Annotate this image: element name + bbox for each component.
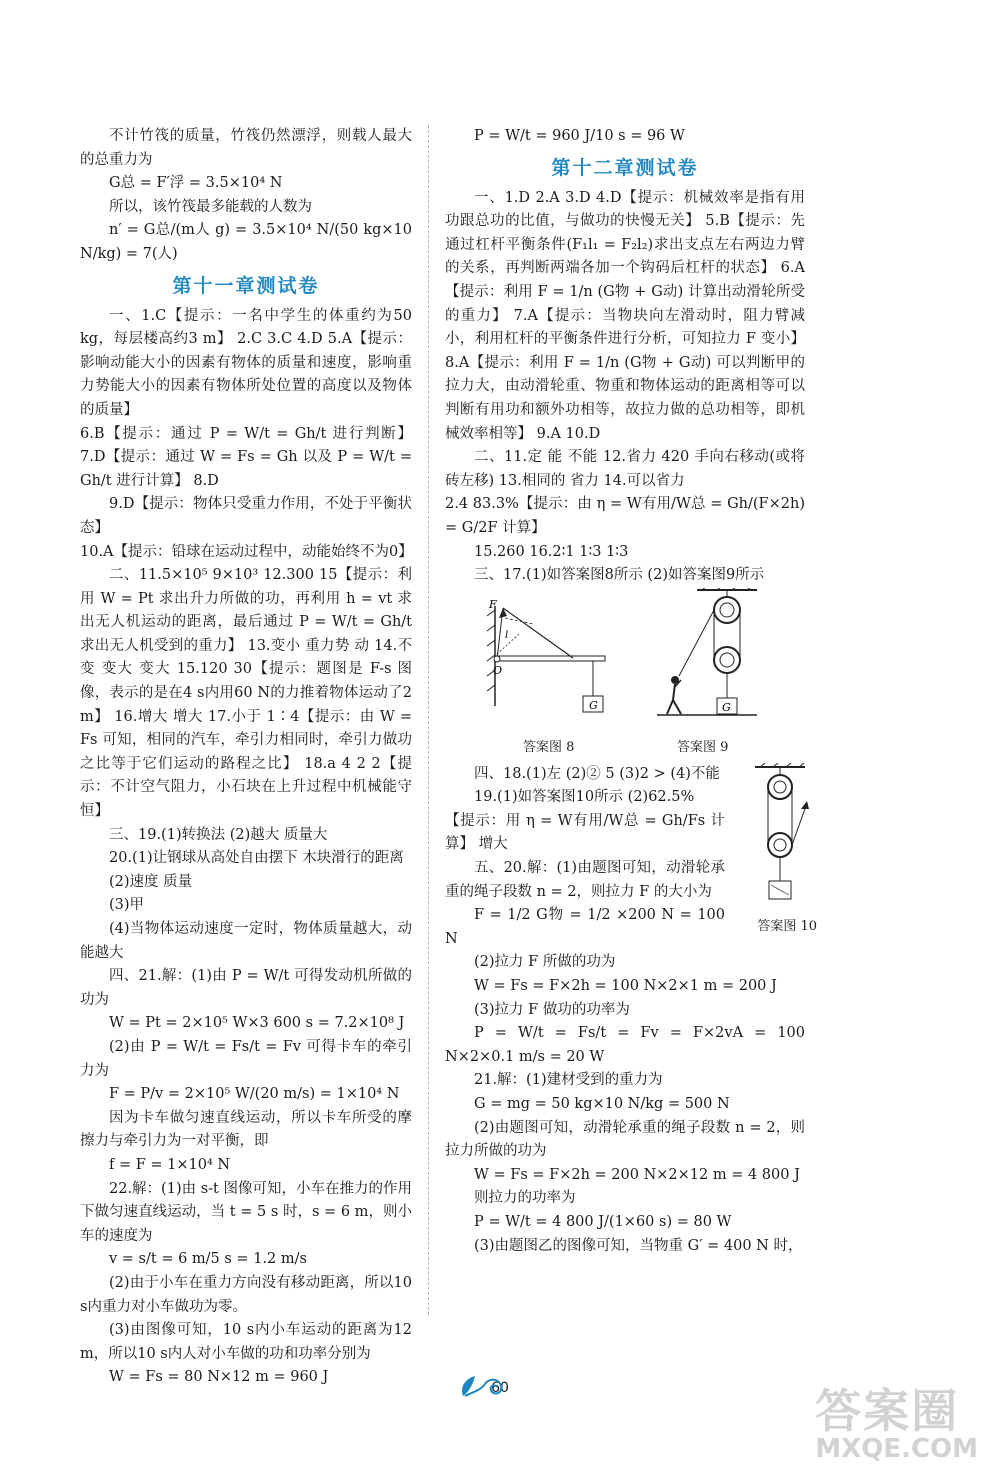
figure-9-caption: 答案图 9: [677, 739, 729, 755]
ch12-q1-10: 一、1.D 2.A 3.D 4.D【提示：机械效率是指有用功跟总功的比值，与做功的快慢无关】 5.B【提示：先通过杠杆平衡条件(F₁l₁ = F₂l₂)求出支点左右两边力臂的关系，再判断两端各加一个钩码后杠杆的状态】 6.A【提示：利用 F = 1/n (G物 + G动) 计算出动滑轮所受的重力】 7.A【提示：当物块向左滑动时，阻力臂减小，利用杠杆的平衡条件进行分析，可知拉力 F 变小】 8.A【提示：利用 F = 1/n (G物 + G动) 可以判断甲的拉力大，由动滑轮重、物重和物体运动的距离相等可以判断有用功和额外功相等，故拉力做的总功相等，即机械效率相等】 9.A 10.D: [445, 189, 805, 442]
ch12-q21-work: W = Fs = F×2h = 200 N×2×12 m = 4 800 J: [474, 1166, 800, 1183]
ch12-q20-force: F = 1/2 G物 = 1/2 ×200 N = 100 N: [445, 907, 725, 947]
formula-p-96w: P = W/t = 960 J/10 s = 96 W: [474, 128, 685, 144]
left-column: [80, 125, 412, 1390]
label-l: l: [505, 629, 509, 641]
ch11-q20c: (3)甲: [109, 897, 145, 914]
ch11-q19: 三、19.(1)转换法 (2)越大 质量大: [109, 826, 328, 843]
ch11-q10: 10.A【提示：铅球在运动过程中，动能始终不为0】: [80, 543, 413, 560]
ch11-q20b: (2)速度 质量: [109, 873, 193, 890]
ch12-q21-power: P = W/t = 4 800 J/(1×60 s) = 80 W: [474, 1213, 732, 1230]
pulley-diagram-9: [657, 588, 767, 728]
ch11-q6-8: 6.B【提示：通过 P = W/t = Gh/t 进行判断】 7.D【提示：通过 W = Fs = Gh 以及 P = W/t = Gh/t 进行计算】 8.D: [80, 425, 412, 489]
ch11-q22b: v = s/t = 6 m/5 s = 1.2 m/s: [109, 1251, 307, 1268]
ch12-q20a: 五、20.解：(1)由题图可知，动滑轮承重的绳子段数 n = 2，则拉力 F 的大小为: [445, 860, 725, 900]
lever-diagram: [483, 596, 633, 726]
ch11-q11-18: 二、11.5×10⁵ 9×10³ 12.300 15【提示：利用 W = Pt 求出升力所做的功，再利用 h = vt 求出无人机运动的距离，最后通过 P = W/t = Gh/t 求出无人机受到的重力】 13.变小 重力势 动 14.不变 变大 变大 15.120 30【提示：题图是 F-s 图像，表示的是在4 s内用60 N的力推着物体运动了2 m】 16.增大 增大 17.小于 1∶4【提示：由 W = Fs 可知，相同的汽车，牵引力相同时，牵引力做功之比等于它们运动的路程之比】 18.a 4 2 2【提示：不计空气阻力，小石块在上升过程中机械能守恒】: [80, 567, 412, 820]
text-p1: 不计竹筏的质量，竹筏仍然漂浮，则载人最大的总重力为: [80, 128, 412, 168]
column-divider: [428, 125, 429, 1315]
formula-n: n′ = G总/(m人 g) = 3.5×10⁴ N/(50 kg×10 N/kg) = 7(人): [80, 222, 412, 262]
text-p3: 所以，该竹筏最多能载的人数为: [109, 198, 312, 215]
ch12-efficiency: 2.4 83.3%【提示：由 η = W有用/W总 = Gh/(F×2h) = G/2F 计算】: [445, 496, 805, 536]
label-g-9: G: [722, 700, 731, 714]
ch12-q21c: 则拉力的功率为: [474, 1190, 576, 1207]
answer-figures: [445, 588, 805, 763]
formula-g-total: G总 = F′浮 = 3.5×10⁴ N: [109, 175, 283, 192]
ch11-q21d: F = P/v = 2×10⁵ W/(20 m/s) = 1×10⁴ N: [109, 1086, 400, 1103]
ch12-q11-14: 二、11.定 能 不能 12.省力 420 手向右移动(或将砖左移) 13.相同的 省力 14.可以省力: [445, 449, 805, 489]
ch12-q20c: (3)拉力 F 做功的功率为: [474, 1001, 630, 1018]
ch11-q22c: (2)由于小车在重力方向没有移动距离，所以10 s内重力对小车做功为零。: [80, 1274, 412, 1315]
ch11-q21c: (2)由 P = W/t = Fs/t = Fv 可得卡车的牵引力为: [80, 1038, 412, 1079]
ch12-q21a: 21.解：(1)建材受到的重力为: [474, 1072, 663, 1089]
ch11-q21b: W = Pt = 2×10⁵ W×3 600 s = 7.2×10⁸ J: [109, 1015, 405, 1032]
ch12-q21d: (3)由题图乙的图像可知，当物重 G′ = 400 N 时，: [474, 1237, 803, 1254]
ch11-q9: 9.D【提示：物体只受重力作用，不处于平衡状态】: [80, 496, 412, 536]
label-g-8: G: [589, 698, 598, 712]
right-column: [445, 125, 817, 1258]
ch12-q21b: (2)由题图可知，动滑轮承重的绳子段数 n = 2，则拉力所做的功为: [445, 1119, 805, 1160]
ch11-q1-5: 一、1.C【提示：一名中学生的体重约为50 kg，每层楼高约3 m】 2.C 3.C 4.D 5.A【提示：影响动能大小的因素有物体的质量和速度，影响重力势能大小的因素有物体所处位置的高度以及物体的质量】: [80, 307, 412, 418]
ch12-q17: 三、17.(1)如答案图8所示 (2)如答案图9所示: [474, 567, 765, 584]
ch11-q20a: 20.(1)让钢球从高处自由摆下 木块滑行的距离: [109, 850, 404, 867]
leaf-ornament-icon: [455, 1372, 515, 1402]
ch11-q20d: (4)当物体运动速度一定时，物体质量越大，动能越大: [80, 921, 412, 961]
ch12-q20-power: P = W/t = Fs/t = Fv = F×2vA = 100 N×2×0.1 m/s = 20 W: [445, 1025, 805, 1065]
ch11-q21e: 因为卡车做匀速直线运动，所以卡车所受的摩擦力与牵引力为一对平衡，即: [80, 1109, 412, 1150]
watermark-sub: MXQE.COM: [815, 1434, 978, 1464]
ch12-q20b: (2)拉力 F 所做的功为: [474, 954, 616, 971]
watermark-main: 答案圈: [815, 1384, 960, 1438]
figure-10-caption: 答案图 10: [757, 918, 817, 934]
pulley-diagram-10: [745, 763, 815, 913]
chapter11-title: 第十一章测试卷: [172, 274, 320, 297]
label-f: F: [489, 597, 497, 611]
label-o: O: [493, 663, 503, 677]
chapter12-title: 第十二章测试卷: [551, 156, 699, 179]
ch12-q19: 19.(1)如答案图10所示 (2)62.5%: [474, 789, 695, 806]
watermark: [815, 1384, 978, 1464]
ch12-q18: 四、18.(1)左 (2)② 5 (3)2 > (4)不能: [474, 765, 720, 782]
ch11-q22d: (3)由图像可知，10 s内小车运动的距离为12 m，所以10 s内人对小车做的功和功率分别为: [80, 1322, 412, 1362]
ch11-q22e: W = Fs = 80 N×12 m = 960 J: [109, 1369, 329, 1386]
ch12-q15-16: 15.260 16.2∶1 1∶3 1∶3: [474, 543, 629, 560]
ch11-q22a: 22.解：(1)由 s-t 图像可知，小车在推力的作用下做匀速直线运动，当 t = 5 s 时，s = 6 m，则小车的速度为: [80, 1180, 412, 1244]
ch12-hint-efficiency: 【提示：用 η = W有用/W总 = Gh/Fs 计算】 增大: [445, 812, 725, 853]
ch11-q21a: 四、21.解：(1)由 P = W/t 可得发动机所做的功为: [80, 968, 412, 1008]
page-number: 60: [491, 1380, 509, 1396]
figure-8-caption: 答案图 8: [523, 739, 575, 755]
ch12-q21-gravity: G = mg = 50 kg×10 N/kg = 500 N: [474, 1096, 730, 1112]
ch12-q20-work: W = Fs = F×2h = 100 N×2×1 m = 200 J: [474, 978, 777, 995]
ch11-q21f: f = F = 1×10⁴ N: [109, 1156, 231, 1173]
